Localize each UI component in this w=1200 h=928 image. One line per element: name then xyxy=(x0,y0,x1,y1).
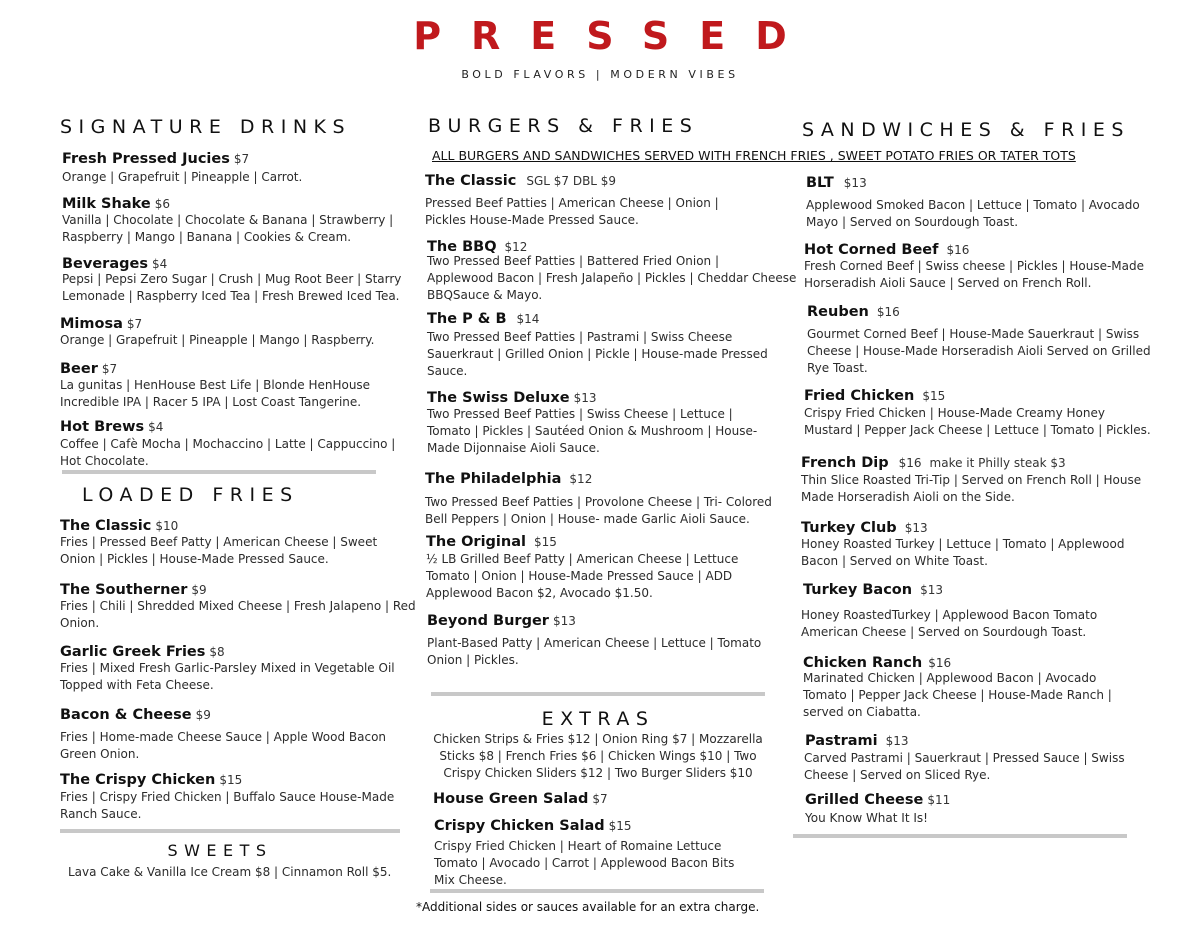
menu-item-the-swiss-deluxe xyxy=(427,387,596,406)
item-name: Bacon & Cheese xyxy=(60,707,192,723)
item-price: $15 xyxy=(533,535,557,549)
item-description: Orange | Grapefruit | Pineapple | Carrot. xyxy=(62,170,303,184)
divider xyxy=(60,829,400,833)
item-price: $7 xyxy=(233,152,250,166)
item-description: Honey Roasted Turkey | Lettuce | Tomato | Applewood Bacon | Served on White Toast. xyxy=(801,537,1125,568)
item-description: Two Pressed Beef Patties | Swiss Cheese | Lettuce | Tomato | Pickles | Sautéed Onion & Mushroom | House- Made Dijonnaise Aioli Sauce. xyxy=(427,407,758,455)
item-name: Mimosa xyxy=(60,316,123,332)
item-price: $16 xyxy=(946,243,970,257)
item-description: Marinated Chicken | Applewood Bacon | Avocado Tomato | Pepper Jack Cheese | House-Made Ranch | served on Ciabatta. xyxy=(803,671,1112,719)
menu-item-beer xyxy=(60,358,117,377)
item-description: Pepsi | Pepsi Zero Sugar | Crush | Mug Root Beer | Starry Lemonade | Raspberry Iced Tea | Fresh Brewed Iced Tea. xyxy=(62,272,402,303)
item-description: Fries | Home-made Cheese Sauce | Apple Wood Bacon Green Onion. xyxy=(60,730,387,761)
item-description: Vanilla | Chocolate | Chocolate & Banana | Strawberry | Raspberry | Mango | Banana | Cookies & Cream. xyxy=(62,213,394,244)
item-name: Reuben xyxy=(807,304,869,320)
divider xyxy=(431,692,765,696)
item-name: Beverages xyxy=(62,256,148,272)
item-description: Two Pressed Beef Patties | Provolone Cheese | Tri- Colored Bell Peppers | Onion | House- made Garlic Aioli Sauce. xyxy=(425,495,772,526)
item-price: $7 xyxy=(101,362,118,376)
item-description: Pressed Beef Patties | American Cheese | Onion | Pickles House-Made Pressed Sauce. xyxy=(425,196,719,227)
item-description: Fresh Corned Beef | Swiss cheese | Pickles | House-Made Horseradish Aioli Sauce | Served on French Roll. xyxy=(804,259,1145,290)
item-name: Hot Corned Beef xyxy=(804,242,939,258)
menu-item-milk-shake xyxy=(62,193,170,212)
item-description: Plant-Based Patty | American Cheese | Lettuce | Tomato Onion | Pickles. xyxy=(427,636,762,667)
item-name: Crispy Chicken Salad xyxy=(434,818,605,834)
item-description: Orange | Grapefruit | Pineapple | Mango | Raspberry. xyxy=(60,333,375,347)
item-price: $7 xyxy=(126,317,143,331)
item-price: $4 xyxy=(151,257,168,271)
item-price: $15 xyxy=(608,819,632,833)
item-price: $16 xyxy=(928,656,952,670)
item-price: $9 xyxy=(195,708,211,722)
item-name: Turkey Bacon xyxy=(803,582,913,598)
item-name: The Original xyxy=(426,534,526,550)
item-price: $12 xyxy=(504,240,528,254)
item-description: You Know What It Is! xyxy=(805,811,928,825)
item-description: Two Pressed Beef Patties | Pastrami | Swiss Cheese Sauerkraut | Grilled Onion | Pickle | House-made Pressed Sauce. xyxy=(427,330,768,378)
item-price: $8 xyxy=(209,645,225,659)
item-description: Gourmet Corned Beef | House-Made Sauerkraut | Swiss Cheese | House-Made Horseradish Aioli Served on Grilled Rye Toast. xyxy=(807,327,1151,375)
item-name: Beer xyxy=(60,361,98,377)
item-name: The Classic xyxy=(60,518,152,534)
item-description: Crispy Fried Chicken | Heart of Romaine Lettuce Tomato | Avocado | Carrot | Applewood Bacon Bits Mix Cheese. xyxy=(434,839,735,887)
item-description: Honey RoastedTurkey | Applewood Bacon Tomato American Cheese | Served on Sourdough Toast. xyxy=(801,608,1098,639)
item-description: ½ LB Grilled Beef Patty | American Cheese | Lettuce Tomato | Onion | House-Made Pressed Sauce | ADD Applewood Bacon $2, Avocado $1.50. xyxy=(426,552,739,600)
item-price: $10 xyxy=(155,519,179,533)
menu-item-beverages xyxy=(62,253,167,272)
item-price: $16 xyxy=(898,456,922,470)
section-title-burgers: BURGERS & FRIES xyxy=(428,115,699,137)
item-name: Pastrami xyxy=(805,733,878,749)
menu-item-hot-corned-beef xyxy=(804,239,969,258)
menu-item-hot-brews xyxy=(60,416,163,435)
item-name: Chicken Ranch xyxy=(803,655,923,671)
menu-item-turkey-bacon xyxy=(803,579,943,598)
item-description: Fries | Crispy Fried Chicken | Buffalo Sauce House-Made Ranch Sauce. xyxy=(60,790,395,821)
menu-item-fresh-pressed-juices xyxy=(62,148,249,167)
item-name: Fried Chicken xyxy=(804,388,915,404)
item-description: Fries | Chili | Shredded Mixed Cheese | Fresh Jalapeno | Red Onion. xyxy=(60,599,416,630)
item-upgrade-note: make it Philly steak $3 xyxy=(929,456,1066,470)
item-price: SGL $7 DBL $9 xyxy=(526,174,617,188)
item-name: The Crispy Chicken xyxy=(60,772,216,788)
item-description: La gunitas | HenHouse Best Life | Blonde HenHouse Incredible IPA | Racer 5 IPA | Lost Coast Tangerine. xyxy=(60,378,371,409)
divider xyxy=(793,834,1127,838)
sweets-description: Lava Cake & Vanilla Ice Cream $8 | Cinnamon Roll $5. xyxy=(68,865,392,879)
section-title-drinks: SIGNATURE DRINKS xyxy=(60,116,352,138)
menu-item-house-green-salad xyxy=(433,788,608,807)
section-title-sandwiches: SANDWICHES & FRIES xyxy=(802,119,1130,141)
brand-title: PRESSED xyxy=(413,14,817,58)
item-name: BLT xyxy=(806,175,834,191)
item-description: Thin Slice Roasted Tri-Tip | Served on French Roll | House Made Horseradish Aioli on the Side. xyxy=(801,473,1142,504)
item-name: Grilled Cheese xyxy=(805,792,924,808)
item-name: Turkey Club xyxy=(801,520,897,536)
item-price: $13 xyxy=(552,614,576,628)
tagline: BOLD FLAVORS | MODERN VIBES xyxy=(461,68,739,81)
item-name: Fresh Pressed Jucies xyxy=(62,151,230,167)
menu-item-the-philadelphia xyxy=(425,468,592,487)
item-price: $15 xyxy=(922,389,946,403)
item-description: Fries | Mixed Fresh Garlic-Parsley Mixed in Vegetable Oil Topped with Feta Cheese. xyxy=(60,661,395,692)
item-price: $7 xyxy=(592,792,608,806)
menu-item-turkey-club xyxy=(801,517,928,536)
item-description: Carved Pastrami | Sauerkraut | Pressed Sauce | Swiss Cheese | Served on Sliced Rye. xyxy=(804,751,1125,782)
item-description: Coffee | Cafѐ Mocha | Mochaccino | Latte | Cappuccino | Hot Chocolate. xyxy=(60,437,396,468)
item-name: Milk Shake xyxy=(62,196,151,212)
section-title-extras: EXTRAS xyxy=(541,708,655,730)
item-description: Crispy Fried Chicken | House-Made Creamy Honey Mustard | Pepper Jack Cheese | Lettuce | Tomato | Pickles. xyxy=(804,406,1151,437)
item-price: $12 xyxy=(569,472,593,486)
item-price: $13 xyxy=(904,521,928,535)
item-name: The Classic xyxy=(425,173,517,189)
menu-item-french-dip xyxy=(801,452,1066,471)
menu-item-the-p-and-b xyxy=(427,308,539,327)
menu-item-reuben xyxy=(807,301,900,320)
extras-description: Chicken Strips & Fries $12 | Onion Ring $7 | Mozzarella Sticks $8 | French Fries $6 | Chicken Wings $10 | Two Crispy Chicken Sliders $12 | Two Burger Sliders $10 xyxy=(433,732,763,780)
menu-item-chicken-ranch xyxy=(803,652,951,671)
menu-item-grilled-cheese xyxy=(805,789,950,808)
item-name: Beyond Burger xyxy=(427,613,549,629)
item-price: $11 xyxy=(927,793,951,807)
item-name: French Dip xyxy=(801,455,889,471)
footnote: *Additional sides or sauces available for an extra charge. xyxy=(416,900,760,914)
item-price: $14 xyxy=(516,312,540,326)
item-name: The BBQ xyxy=(427,239,497,255)
menu-item-fried-chicken xyxy=(804,385,945,404)
item-price: $4 xyxy=(148,420,164,434)
item-name: The Southerner xyxy=(60,582,188,598)
item-name: Garlic Greek Fries xyxy=(60,644,206,660)
menu-item-the-classic-fries xyxy=(60,515,178,534)
item-price: $16 xyxy=(876,305,900,319)
item-description: Applewood Smoked Bacon | Lettuce | Tomato | Avocado Mayo | Served on Sourdough Toast. xyxy=(806,198,1140,229)
item-price: $9 xyxy=(191,583,207,597)
item-name: The P & B xyxy=(427,311,507,327)
item-description: Fries | Pressed Beef Patty | American Cheese | Sweet Onion | Pickles | House-Made Pressed Sauce. xyxy=(60,535,378,566)
sides-note: ALL BURGERS AND SANDWICHES SERVED WITH FRENCH FRIES , SWEET POTATO FRIES OR TATER TOTS xyxy=(432,148,1076,163)
item-price: $13 xyxy=(843,176,867,190)
item-name: Hot Brews xyxy=(60,419,145,435)
menu-item-the-southerner xyxy=(60,579,207,598)
divider xyxy=(62,470,376,474)
menu-item-the-original xyxy=(426,531,557,550)
menu-item-garlic-greek-fries xyxy=(60,641,225,660)
item-price: $13 xyxy=(920,583,943,597)
menu-item-bacon-and-cheese xyxy=(60,704,211,723)
menu-item-the-classic-burger xyxy=(425,170,616,189)
item-description: Two Pressed Beef Patties | Battered Fried Onion | Applewood Bacon | Fresh Jalapeño | Pickles | Cheddar Cheese BBQSauce & Mayo. xyxy=(427,254,797,302)
item-name: The Swiss Deluxe xyxy=(427,390,570,406)
menu-item-crispy-chicken-salad xyxy=(434,815,632,834)
divider xyxy=(430,889,764,893)
menu-item-beyond-burger xyxy=(427,610,576,629)
menu-item-the-crispy-chicken xyxy=(60,769,242,788)
item-price: $15 xyxy=(219,773,243,787)
item-name: House Green Salad xyxy=(433,791,589,807)
section-title-sweets: SWEETS xyxy=(167,841,273,860)
item-price: $6 xyxy=(154,197,170,211)
item-name: The Philadelphia xyxy=(425,471,562,487)
menu-item-blt xyxy=(806,172,867,191)
menu-item-mimosa xyxy=(60,313,142,332)
item-price: $13 xyxy=(573,391,597,405)
section-title-loaded-fries: LOADED FRIES xyxy=(82,484,299,506)
item-price: $13 xyxy=(885,734,909,748)
menu-item-pastrami xyxy=(805,730,909,749)
